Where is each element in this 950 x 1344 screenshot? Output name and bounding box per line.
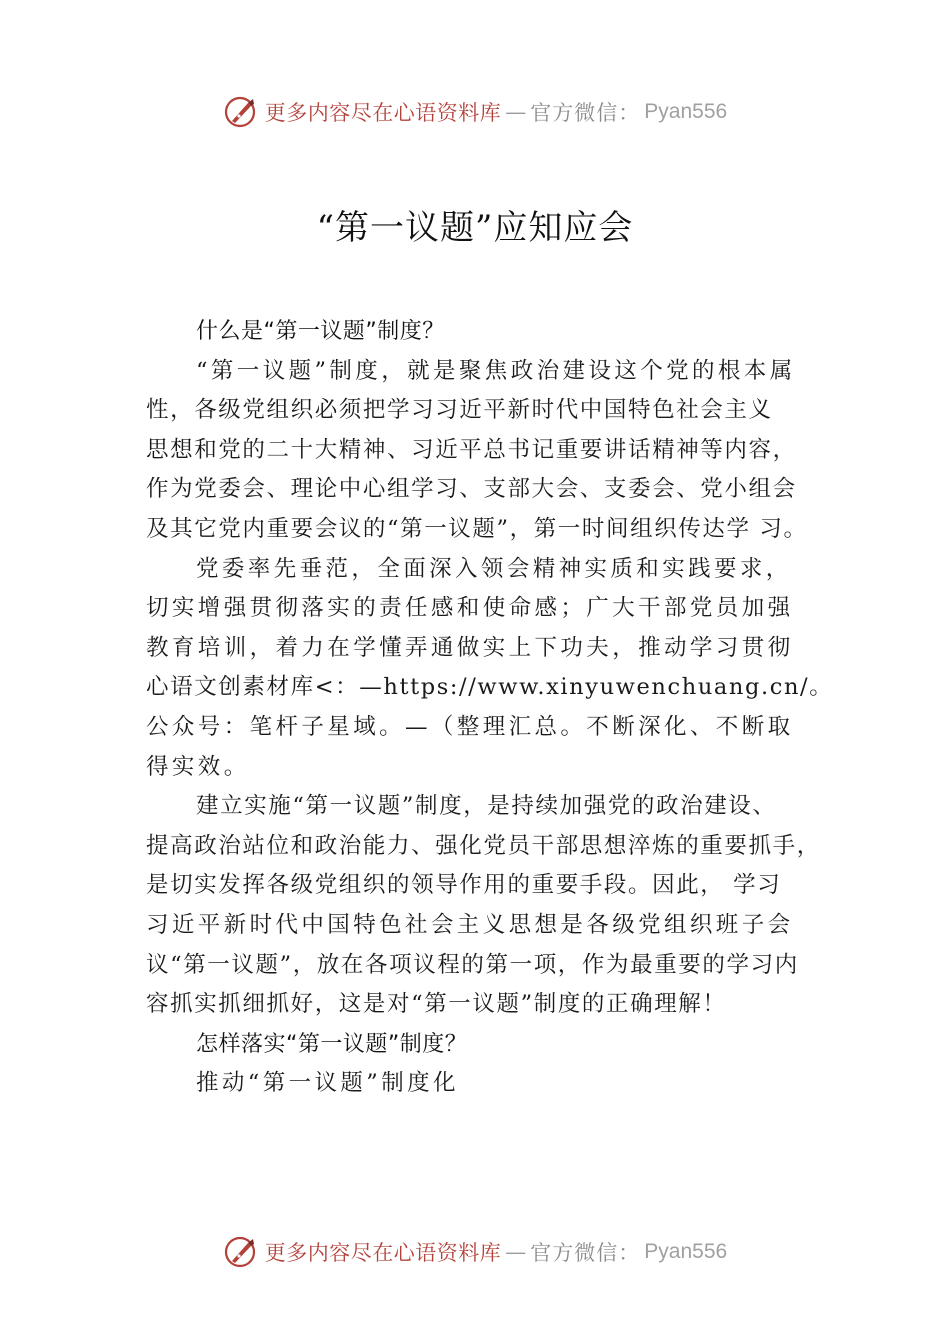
- banner-wechat-id: Pyan556: [644, 100, 728, 123]
- subsection-heading: 推动“第一议题”制度化: [196, 1070, 459, 1097]
- paragraph-line: 党委率先垂范，全面深入领会精神实质和实践要求，: [196, 555, 792, 582]
- paragraph-line: 公众号：笔杆子星域。—（整理汇总。不断深化、不断取: [146, 713, 794, 740]
- paragraph-line: 提高政治站位和政治能力、强化党员干部思想淬炼的重要抓手，: [146, 832, 821, 859]
- paragraph-line: 性，各级党组织必须把学习习近平新时代中国特色社会主义: [146, 397, 773, 424]
- document-title: “第一议题”应知应会: [316, 208, 634, 248]
- banner-wechat-label: 官方微信：: [530, 1241, 641, 1265]
- paragraph-line: 教育培训，着力在学懂弄通做实上下功夫，推动学习贯彻: [146, 634, 794, 661]
- header-banner: [0, 92, 950, 132]
- section-heading: 怎样落实“第一议题”制度？: [196, 1031, 468, 1057]
- paragraph-line: 习近平新时代中国特色社会主义思想是各级党组织班子会: [146, 911, 794, 938]
- banner-slogan: 更多内容尽在心语资料库: [264, 1241, 502, 1265]
- document-body: [146, 312, 836, 1104]
- paragraph-line: 建立实施“第一议题”制度，是持续加强党的政治建设、: [196, 793, 777, 820]
- pen-nib-logo-icon: [223, 1234, 259, 1270]
- banner-slogan: 更多内容尽在心语资料库: [264, 101, 502, 125]
- footer-banner: [0, 1232, 950, 1272]
- banner-wechat-id: Pyan556: [644, 1240, 728, 1263]
- paragraph-line: 作为党委会、理论中心组学习、支部大会、支委会、党小组会: [146, 476, 797, 503]
- paragraph-line: 是切实发挥各级党组织的领导作用的重要手段。因此， 学习: [146, 872, 782, 899]
- paragraph-line: 容抓实抓细抓好，这是对“第一议题”制度的正确理解！: [146, 991, 727, 1018]
- paragraph-line: “第一议题”制度，就是聚焦政治建设这个党的根本属: [196, 357, 796, 384]
- paragraph-line: 议“第一议题”，放在各项议程的第一项，作为最重要的学习内: [146, 951, 799, 978]
- paragraph-line: 心语文创素材库<：—https://www.xinyuwenchuang.cn/。: [146, 674, 834, 701]
- paragraph-line: 切实增强贯彻落实的责任感和使命感；广大干部党员加强: [146, 595, 794, 622]
- paragraph-line: 得实效。: [146, 753, 250, 780]
- banner-separator: —: [505, 1240, 527, 1264]
- pen-nib-logo-icon: [223, 94, 259, 130]
- banner-separator: —: [505, 100, 527, 124]
- banner-wechat-label: 官方微信：: [530, 101, 641, 125]
- section-heading: 什么是“第一议题”制度？: [196, 319, 445, 344]
- paragraph-line: 思想和党的二十大精神、习近平总书记重要讲话精神等内容，: [146, 436, 797, 463]
- paragraph-line: 及其它党内重要会议的“第一议题”，第一时间组织传达学 习。: [146, 515, 808, 542]
